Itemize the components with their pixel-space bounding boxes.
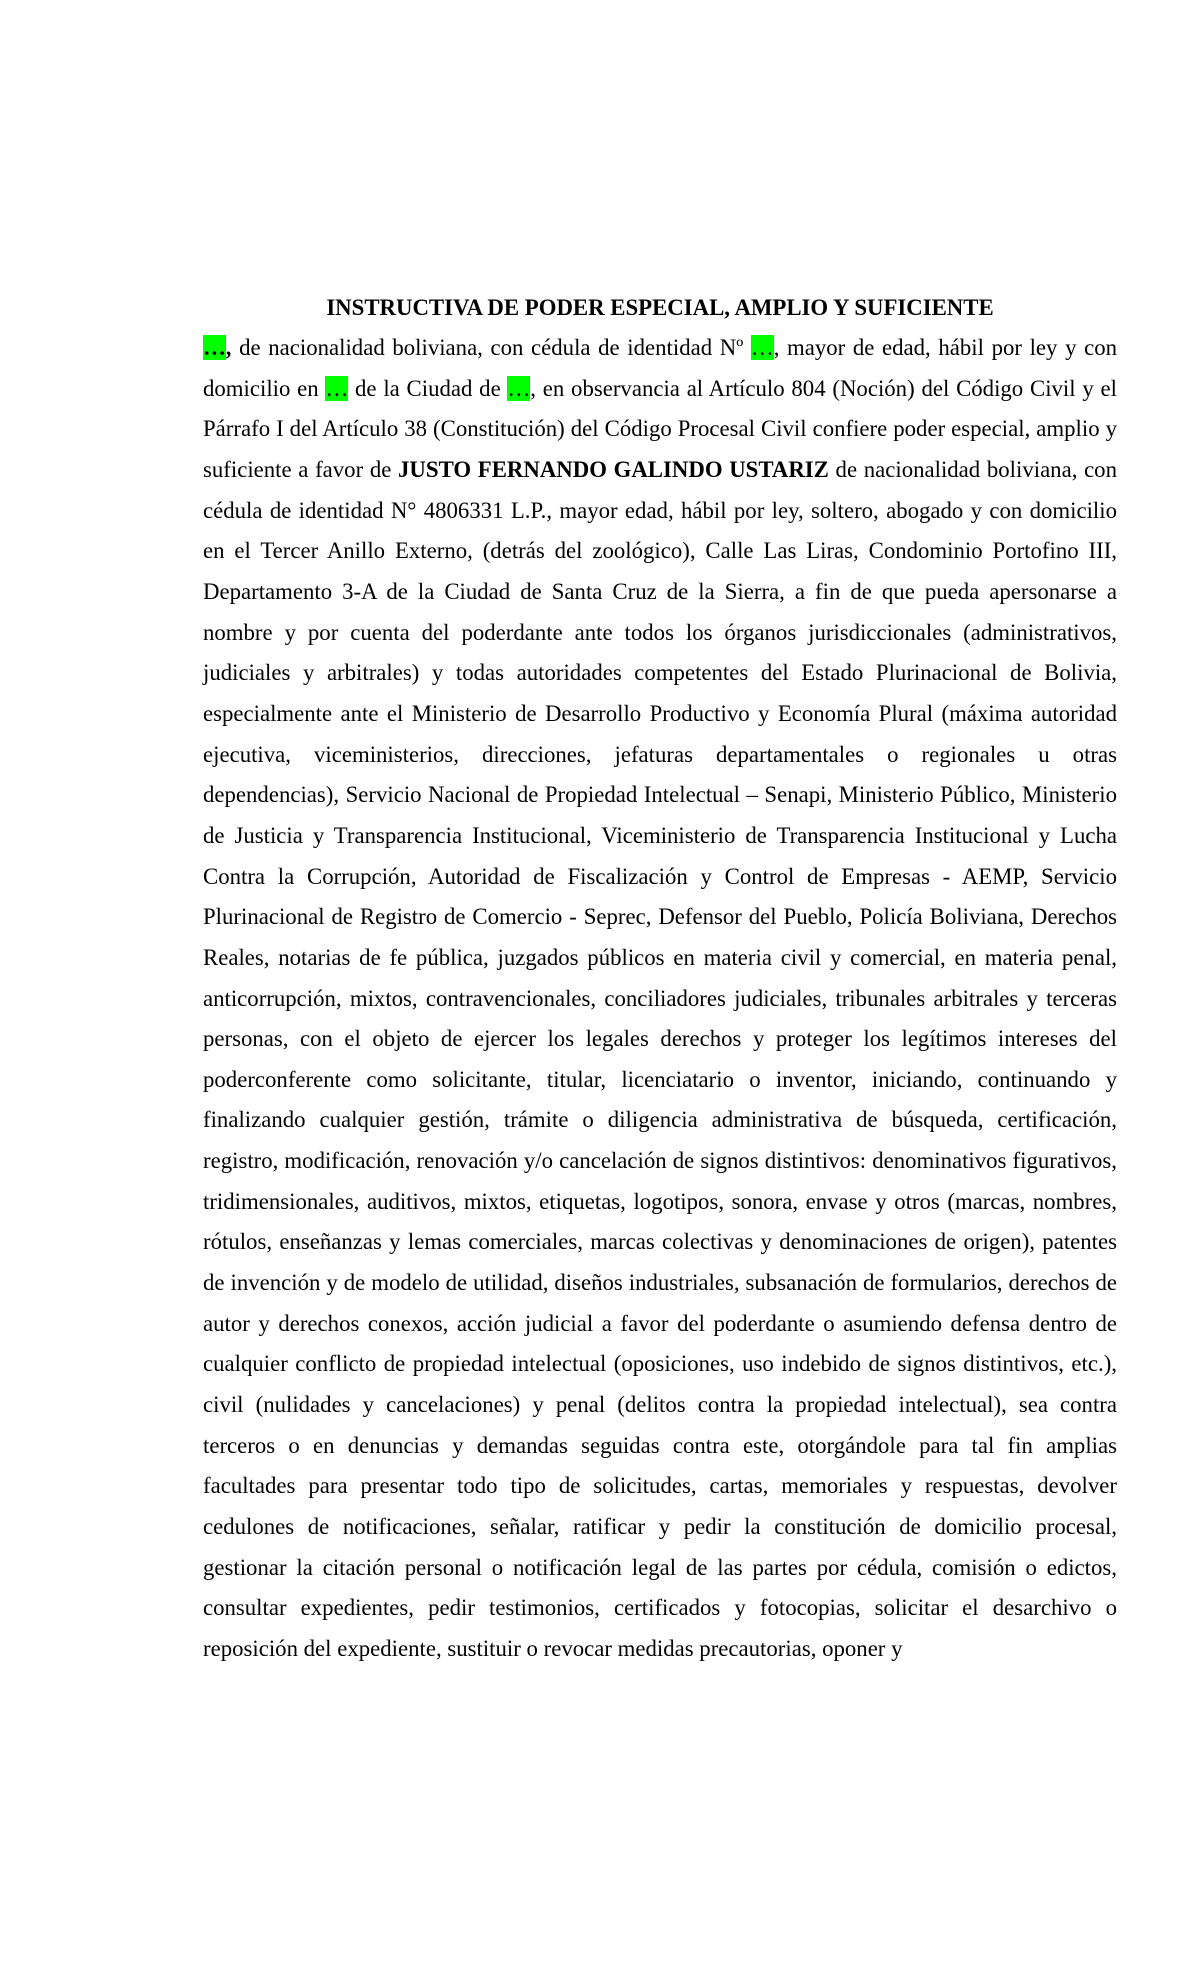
paragraph-text-2: , mayor de edad, hábil por ley y con domicilio en bbox=[203, 335, 1118, 401]
paragraph-text-1: de nacionalidad boliviana, con cédula de identidad Nº bbox=[231, 335, 751, 360]
grantor-comma: , bbox=[225, 335, 232, 360]
paragraph-text-3: de la Ciudad de bbox=[348, 375, 508, 401]
paragraph-text-4: , en observancia al Artículo 804 (Noción) del Código Civil y el Párrafo I del Artículo 38 (Constitución) del Código Procesal Civil confiere poder especial, amplio y suficiente a favor de bbox=[203, 375, 1117, 482]
ci-placeholder: … bbox=[750, 335, 774, 360]
paragraph-text-5: de nacionalidad boliviana, con cédula de identidad N° 4806331 L.P., mayor edad, hábil por ley, soltero, abogado y con domicilio en el Tercer Anillo Externo, (detrás del zoológico), Calle Las Liras, Condominio Portofino III, Departamento 3-A de la Ciudad de Santa Cruz de la Sierra, a fin de que pueda apersonarse a nombre y por cuenta del poderdante ante todos los órganos jurisdiccionales (administrativos, judiciales y arbitrales) y todas autoridades competentes del Estado Plurinacional de Bolivia, especialmente ante el Ministerio de Desarrollo Productivo y Economía Plural (máxima autoridad ejecutiva, viceministerios, direcciones, jefaturas departamentales o regionales u otras dependencias), Servicio Nacional de Propiedad Intelectual – Senapi, Ministerio Público, Ministerio de Justicia y Transparencia Institucional, Viceministerio de Transparencia Institucional y Lucha Contra la Corrupción, Autoridad de Fiscalización y Control de Empresas - AEMP, Servicio Plurinacional de Registro de Comercio - Seprec, Defensor del Pueblo, Policía Boliviana, Derechos Reales, notarias de fe pública, juzgados públicos en materia civil y comercial, en materia penal, anticorrupción, mixtos, contravencionales, conciliadores judiciales, tribunales arbitrales y terceras personas, con el objeto de ejercer los legales derechos y proteger los legítimos intereses del poderconferente como solicitante, titular, licenciatario o inventor, iniciando, continuando y finalizando cualquier gestión, trámite o diligencia administrativa de búsqueda, certificación, registro, modificación, renovación y/o cancelación de signos distintivos: denominativos figurativos, tridimensionales, auditivos, mixtos, etiquetas, logotipos, sonora, envase y otros (marcas, nombres, rótulos, enseñanzas y lemas comerciales, marcas colectivas y denominaciones de origen), patentes de invención y de modelo de utilidad, diseños industriales, subsanación de formularios, derechos de autor y derechos conexos, acción judicial a favor del poderdante o asumiendo defensa dentro de cualquier conflicto de propiedad intelectual (oposiciones, uso indebido de signos distintivos, etc.), civil (nulidades y cancelaciones) y penal (delitos contra la propiedad intelectual), sea contra terceros o en denuncias y demandas seguidas contra este, otorgándole para tal fin amplias facultades para presentar todo tipo de solicitudes, cartas, memoriales y respuestas, devolver cedulones de notificaciones, señalar, ratificar y pedir la constitución de domicilio procesal, gestionar la citación personal o notificación legal de las partes por cédula, comisión o edictos, consultar expedientes, pedir testimonios, certificados y fotocopias, solicitar el desarchivo o reposición del expediente, sustituir o revocar medidas precautorias, oponer y bbox=[203, 456, 1117, 1661]
document-title: INSTRUCTIVA DE PODER ESPECIAL, AMPLIO Y SUFICIENTE bbox=[326, 295, 994, 320]
city-placeholder: … bbox=[507, 375, 531, 401]
attorney-name: JUSTO FERNANDO GALINDO USTARIZ bbox=[398, 456, 829, 482]
grantor-placeholder: … bbox=[203, 335, 226, 360]
document-paragraph bbox=[203, 328, 1117, 1670]
domicile-placeholder: … bbox=[325, 375, 349, 401]
